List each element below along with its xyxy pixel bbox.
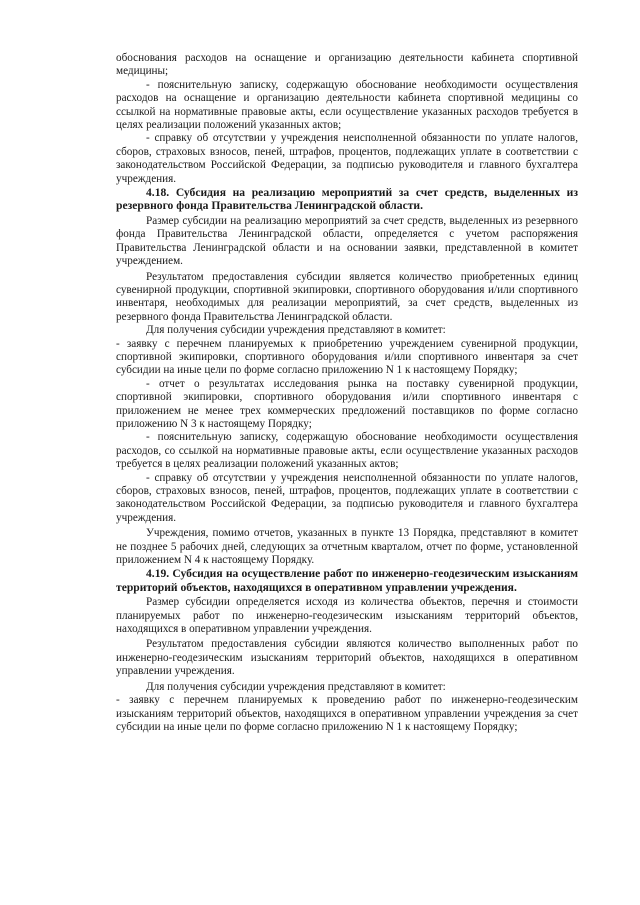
paragraph: Для получения субсидии учреждения представляют в комитет: xyxy=(146,324,446,337)
paragraph: - справку об отсутствии у учреждения неисполненной обязанности по уплате налогов, сборов, страховых взносов, пеней, штрафов, процентов, подлежащих уплате в соответствии с законодательством Российской Федерации, за подписью руководителя и главного бухгалтера учреждения. xyxy=(116,132,578,185)
list-item: - пояснительную записку, содержащую обоснование необходимости осуществления расходов, со ссылкой на нормативные правовые акты, если осуществление указанных расходов требуется в целях реализации положений указанных актов; xyxy=(116,431,578,471)
paragraph: Размер субсидии на реализацию мероприятий за счет средств, выделенных из резервного фонда Правительства Ленинградской области, определяется с учетом распоряжения Правительства Ленинградской области и на основании заявки, представленной в комитет учреждением. xyxy=(116,214,578,268)
paragraph: Результатом предоставления субсидии является количество приобретенных единиц сувенирной продукции, спортивной экипировки, спортивного оборудования и/или спортивного инвентаря, необходимых для реализации мероприятий, за счет средств, выделенных из резервного фонда Правительства Ленинградской области. xyxy=(116,270,578,323)
paragraph: Для получения субсидии учреждения представляют в комитет: xyxy=(146,680,446,693)
list-item: - отчет о результатах исследования рынка на поставку сувенирной продукции, спортивной экипировки, спортивного оборудования и/или спортивного инвентаря с приложением не менее трех коммерческих предложений поставщиков по форме согласно приложению N 3 к настоящему Порядку; xyxy=(116,377,578,430)
paragraph: Размер субсидии определяется исходя из количества объектов, перечня и стоимости планируемых работ по инженерно-геодезическим изысканиям территорий объектов, находящихся в оперативном управлении учреждения. xyxy=(116,596,578,636)
section-heading: 4.18. Субсидия на реализацию мероприятий за счет средств, выделенных из резервного фонда Правительства Ленинградской области. xyxy=(116,186,578,213)
paragraph: - пояснительную записку, содержащую обоснование необходимости осуществления расходов на оснащение и организацию деятельности кабинета спортивной медицины со ссылкой на нормативные правовые акты, если осуществление указанных расходов требуется в целях реализации положений указанных актов; xyxy=(116,78,578,132)
paragraph: обоснования расходов на оснащение и организацию деятельности кабинета спортивной медицины; xyxy=(116,52,578,78)
list-item: - заявку с перечнем планируемых к проведению работ по инженерно-геодезическим изысканиям территорий объектов, находящихся в оперативном управлении учреждения за счет субсидии на иные цели по форме согласно приложению N 1 к настоящему Порядку; xyxy=(116,694,578,733)
list-item: - заявку с перечнем планируемых к приобретению учреждением сувенирной продукции, спортивной экипировки, спортивного оборудования и/или спортивного инвентаря за счет субсидии на иные цели по форме согласно приложению N 1 к настоящему Порядку; xyxy=(116,337,578,377)
list-item: - справку об отсутствии у учреждения неисполненной обязанности по уплате налогов, сборов, страховых взносов, пеней, штрафов, процентов, подлежащих уплате в соответствии с законодательством Российской Федерации, за подписью руководителя и главного бухгалтера учреждения. xyxy=(116,471,578,524)
paragraph: Учреждения, помимо отчетов, указанных в пункте 13 Порядка, представляют в комитет не позднее 5 рабочих дней, следующих за отчетным кварталом, отчет по форме, установленной приложением N 4 к настоящему Порядку. xyxy=(116,527,578,567)
section-heading: 4.19. Субсидия на осуществление работ по инженерно-геодезическим изысканиям территорий объектов, находящихся в оперативном управлении учреждения. xyxy=(116,567,578,594)
paragraph: Результатом предоставления субсидии являются количество выполненных работ по инженерно-геодезическим изысканиям территорий объектов, находящихся в оперативном управлении учреждения. xyxy=(116,638,578,678)
